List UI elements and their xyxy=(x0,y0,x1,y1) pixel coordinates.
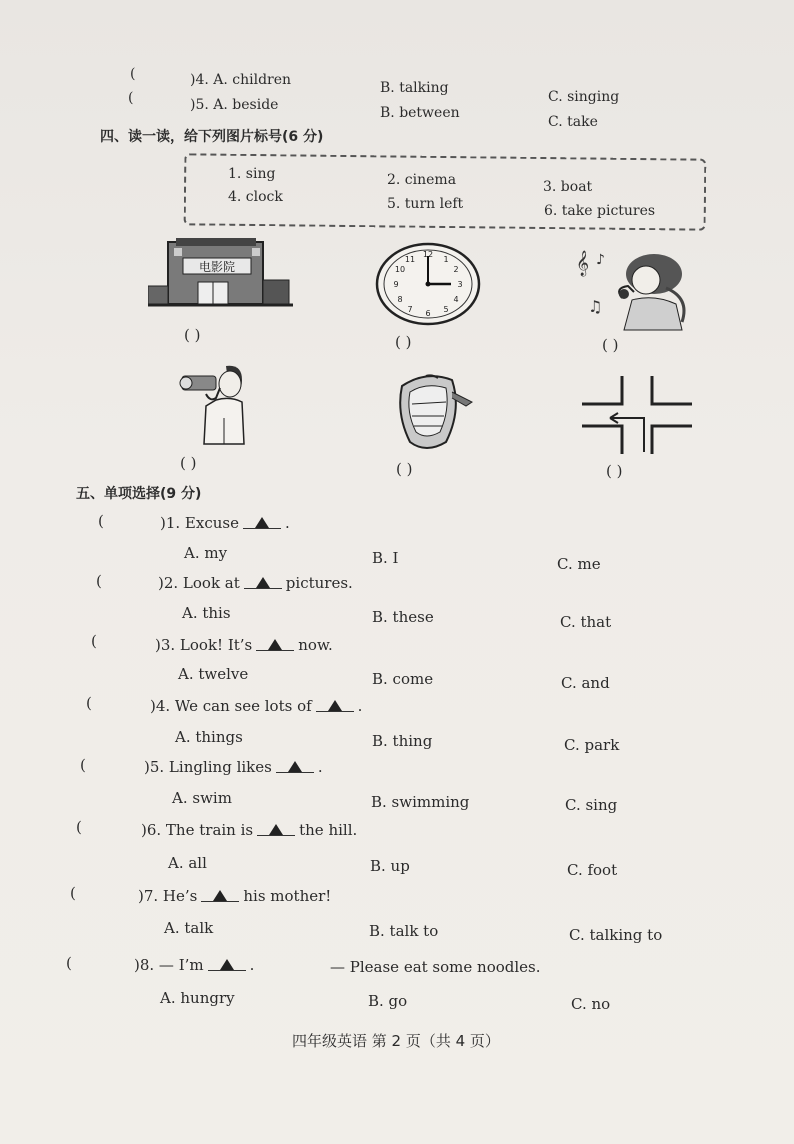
option-c: C. park xyxy=(564,736,620,754)
option-a: A. swim xyxy=(172,789,232,807)
answer-blank[interactable] xyxy=(208,956,246,971)
answer-bracket: ( ) xyxy=(606,462,623,480)
word-item: 1. sing xyxy=(228,166,276,182)
answer-blank[interactable] xyxy=(244,574,282,589)
svg-text:5: 5 xyxy=(443,305,449,314)
svg-text:12: 12 xyxy=(422,250,434,259)
cinema-sign-text: 电影院 xyxy=(198,260,236,274)
answer-paren: ( xyxy=(70,884,76,902)
triangle-icon xyxy=(213,890,227,901)
answer-paren: ( xyxy=(76,818,82,836)
answer-blank[interactable] xyxy=(257,821,295,836)
question-stem: )5. Lingling likes . xyxy=(144,758,323,776)
svg-text:4: 4 xyxy=(453,295,459,304)
triangle-icon xyxy=(255,517,269,528)
word-item: 2. cinema xyxy=(387,172,457,188)
option-b: B. swimming xyxy=(371,793,470,811)
option-b: B. talk to xyxy=(369,922,439,940)
answer-blank[interactable] xyxy=(256,636,294,651)
option-c: C. me xyxy=(557,555,601,573)
svg-text:10: 10 xyxy=(394,265,406,274)
triangle-icon xyxy=(288,761,302,772)
question-stem: )6. The train is the hill. xyxy=(141,821,358,839)
option-c: C. no xyxy=(571,995,611,1013)
option-a: A. things xyxy=(175,728,243,746)
page-footer: 四年级英语 第 2 页（共 4 页） xyxy=(292,1032,500,1050)
singing-image xyxy=(574,248,692,332)
svg-text:𝄞: 𝄞 xyxy=(576,251,590,276)
answer-blank[interactable] xyxy=(316,697,354,712)
question-option-a: )5. A. beside xyxy=(190,97,279,113)
option-b: B. I xyxy=(372,549,399,567)
answer-bracket: ( ) xyxy=(395,333,412,351)
triangle-icon xyxy=(269,824,283,835)
answer-paren: ( xyxy=(91,632,97,650)
answer-paren: ( xyxy=(80,756,86,774)
svg-text:3: 3 xyxy=(457,280,463,289)
take-pictures-image xyxy=(176,358,248,446)
clock-image xyxy=(375,242,481,326)
answer-bracket: ( ) xyxy=(184,326,201,344)
question-option-b: B. between xyxy=(380,105,460,121)
triangle-icon xyxy=(328,700,342,711)
word-item: 6. take pictures xyxy=(544,203,656,219)
svg-text:7: 7 xyxy=(407,305,413,314)
section-5-title: 五、单项选择(9 分) xyxy=(76,486,202,502)
svg-text:6: 6 xyxy=(425,309,431,318)
answer-bracket: ( ) xyxy=(602,336,619,354)
svg-text:11: 11 xyxy=(404,255,416,264)
word-item: 3. boat xyxy=(543,179,593,195)
boat-image xyxy=(396,370,474,452)
option-b: B. these xyxy=(372,608,434,626)
option-c: C. talking to xyxy=(569,926,663,944)
option-c: C. sing xyxy=(565,796,618,814)
turn-left-image xyxy=(580,376,694,454)
question-stem: )1. Excuse . xyxy=(160,514,290,532)
question-stem: )4. We can see lots of . xyxy=(150,697,363,715)
answer-blank[interactable] xyxy=(243,514,281,529)
answer-blank[interactable] xyxy=(201,887,239,902)
option-a: A. all xyxy=(168,854,207,872)
word-item: 5. turn left xyxy=(387,196,464,212)
answer-bracket: ( ) xyxy=(396,460,413,478)
option-b: B. thing xyxy=(372,732,433,750)
question-stem: )7. He’s his mother! xyxy=(138,887,332,905)
option-a: A. talk xyxy=(164,919,214,937)
answer-paren: ( xyxy=(86,694,92,712)
svg-text:2: 2 xyxy=(453,265,459,274)
triangle-icon xyxy=(256,577,270,588)
option-a: A. hungry xyxy=(160,989,235,1007)
question-response: — Please eat some noodles. xyxy=(330,958,541,976)
answer-paren: ( xyxy=(66,954,72,972)
answer-paren: ( xyxy=(98,512,104,530)
answer-paren: ( xyxy=(128,90,134,106)
triangle-icon xyxy=(268,639,282,650)
option-b: B. come xyxy=(372,670,434,688)
svg-text:9: 9 xyxy=(393,280,399,289)
question-stem: )8. — I’m . xyxy=(134,956,255,974)
section-4-title: 四、读一读，给下列图片标号(6 分) xyxy=(100,129,324,145)
question-stem: )2. Look at pictures. xyxy=(158,574,353,592)
svg-text:1: 1 xyxy=(443,255,449,264)
triangle-icon xyxy=(220,959,234,970)
svg-text:♫: ♫ xyxy=(588,297,603,316)
question-option-b: B. talking xyxy=(380,80,449,96)
option-c: C. and xyxy=(561,674,610,692)
option-c: C. that xyxy=(560,613,612,631)
word-item: 4. clock xyxy=(228,189,283,205)
option-b: B. go xyxy=(368,992,408,1010)
question-option-a: )4. A. children xyxy=(190,72,292,88)
answer-blank[interactable] xyxy=(276,758,314,773)
answer-bracket: ( ) xyxy=(180,454,197,472)
question-stem: )3. Look! It’s now. xyxy=(155,636,333,654)
answer-paren: ( xyxy=(96,572,102,590)
question-option-c: C. singing xyxy=(548,89,620,105)
cinema-image xyxy=(148,236,293,312)
svg-text:8: 8 xyxy=(397,295,403,304)
option-a: A. twelve xyxy=(178,665,249,683)
svg-text:♪: ♪ xyxy=(596,252,605,268)
option-a: A. my xyxy=(184,544,228,562)
option-a: A. this xyxy=(182,604,231,622)
answer-paren: ( xyxy=(130,66,136,82)
option-c: C. foot xyxy=(567,861,618,879)
option-b: B. up xyxy=(370,857,410,875)
question-option-c: C. take xyxy=(548,114,598,130)
